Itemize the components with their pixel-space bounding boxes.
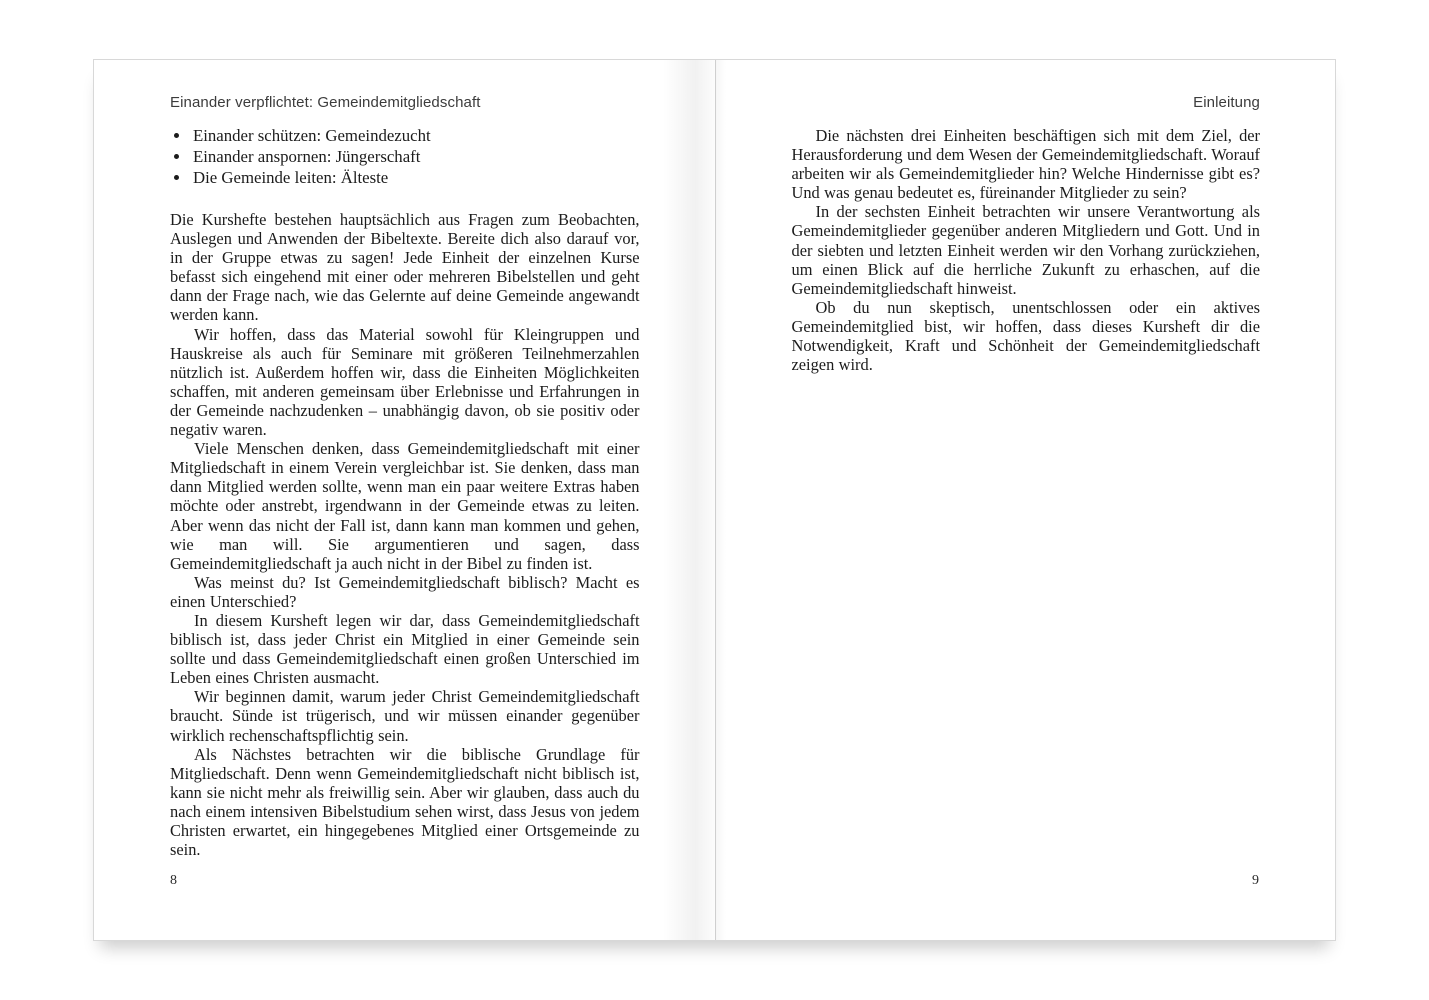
page-left-content [170,60,640,940]
body-text-left [170,210,640,859]
paragraph: Wir beginnen damit, warum jeder Christ Gemeindemitgliedschaft braucht. Sünde ist trügerisch, und wir müssen einander gegenüber wirklich rechenschaftspflichtig sein. [170,687,640,745]
list-item: • Die Gemeinde leiten: Älteste [191,167,640,188]
list-item: • Einander anspornen: Jüngerschaft [191,146,640,167]
page-right-content [792,60,1261,940]
paragraph: Viele Menschen denken, dass Gemeindemitgliedschaft mit einer Mitgliedschaft in einem Verein vergleichbar ist. Sie denken, dass man dann Mitglied werden sollte, wenn man ein paar weitere Extras haben möchte oder anstrebt, irgendwann in der Gemeinde etwas zu leiten. Aber wenn das nicht der Fall ist, dann kann man kommen und gehen, wie man will. Sie argumentieren und sagen, dass Gemeindemitgliedschaft ja auch nicht in der Bibel zu finden ist. [170,439,640,573]
body-text-right [792,126,1261,374]
book-spread [93,59,1336,941]
page-number-right: 9 [1252,873,1259,888]
paragraph: Als Nächstes betrachten wir die biblische Grundlage für Mitgliedschaft. Denn wenn Gemeindemitgliedschaft nicht biblisch ist, kann sie nicht mehr als freiwillig sein. Aber wir glauben, dass auch du nach einem intensiven Bibelstudium sehen wirst, dass Jesus von jedem Christen erwartet, ein hingegebenes Mitglied einer Ortsgemeinde zu sein. [170,744,640,860]
paragraph: Was meinst du? Ist Gemeindemitgliedschaft biblisch? Macht es einen Unterschied? [170,572,640,611]
paragraph: Die Kurshefte bestehen hauptsächlich aus Fragen zum Beobachten, Auslegen und Anwenden der Bibeltexte. Bereite dich also darauf vor, in der Gruppe etwas zu sagen! Jede Einheit der einzelnen Kurse befasst sich eingehend mit einer oder mehreren Bibelstellen und geht dann der Frage nach, wie das Gelernte auf deine Gemeinde angewandt werden kann. [170,210,640,325]
page-left [94,60,715,940]
running-head-left: Einander verpflichtet: Gemeindemitgliedschaft [170,94,481,111]
page-number-left: 8 [170,873,177,888]
paragraph: In diesem Kursheft legen wir dar, dass Gemeindemitgliedschaft biblisch ist, dass jeder Christ ein Mitglied in einer Gemeinde sein sollte und dass Gemeindemitgliedschaft einen großen Unterschied im Leben eines Christen ausmacht. [170,610,640,688]
list-item: • Einander schützen: Gemeindezucht [191,125,640,146]
bullet-list [170,125,640,188]
page-right [715,60,1336,940]
paragraph: Die nächsten drei Einheiten beschäftigen sich mit dem Ziel, der Herausforderung und dem Wesen der Gemeindemitgliedschaft. Worauf arbeiten wir als Gemeindemitglieder hin? Welche Hindernisse gibt es? Und was genau bedeutet es, füreinander Mitglieder zu sein? [791,126,1260,203]
paragraph: Ob du nun skeptisch, unentschlossen oder ein aktives Gemeindemitglied bist, wir hoffen, dass dieses Kursheft dir die Notwendigkeit, Kraft und Schönheit der Gemeindemitgliedschaft zeigen wird. [791,297,1260,375]
paragraph: In der sechsten Einheit betrachten wir unsere Verantwortung als Gemeindemitglieder gegenüber anderen Mitgliedern und Gott. Und in der siebten und letzten Einheit werden wir den Vorhang zurückziehen, um einen Blick auf die herrliche Zukunft zu erhaschen, auf die Gemeindemitgliedschaft hinweist. [791,202,1260,298]
paragraph: Wir hoffen, dass das Material sowohl für Kleingruppen und Hauskreise als auch für Seminare mit größeren Teilnehmerzahlen nützlich ist. Außerdem hoffen wir, dass die Einheiten Möglichkeiten schaffen, mit anderen gemeinsam über Erlebnisse und Erfahrungen in der Gemeinde nachzudenken – unabhängig davon, ob sie positiv oder negativ waren. [170,324,640,440]
running-head-right: Einleitung [1193,94,1260,111]
